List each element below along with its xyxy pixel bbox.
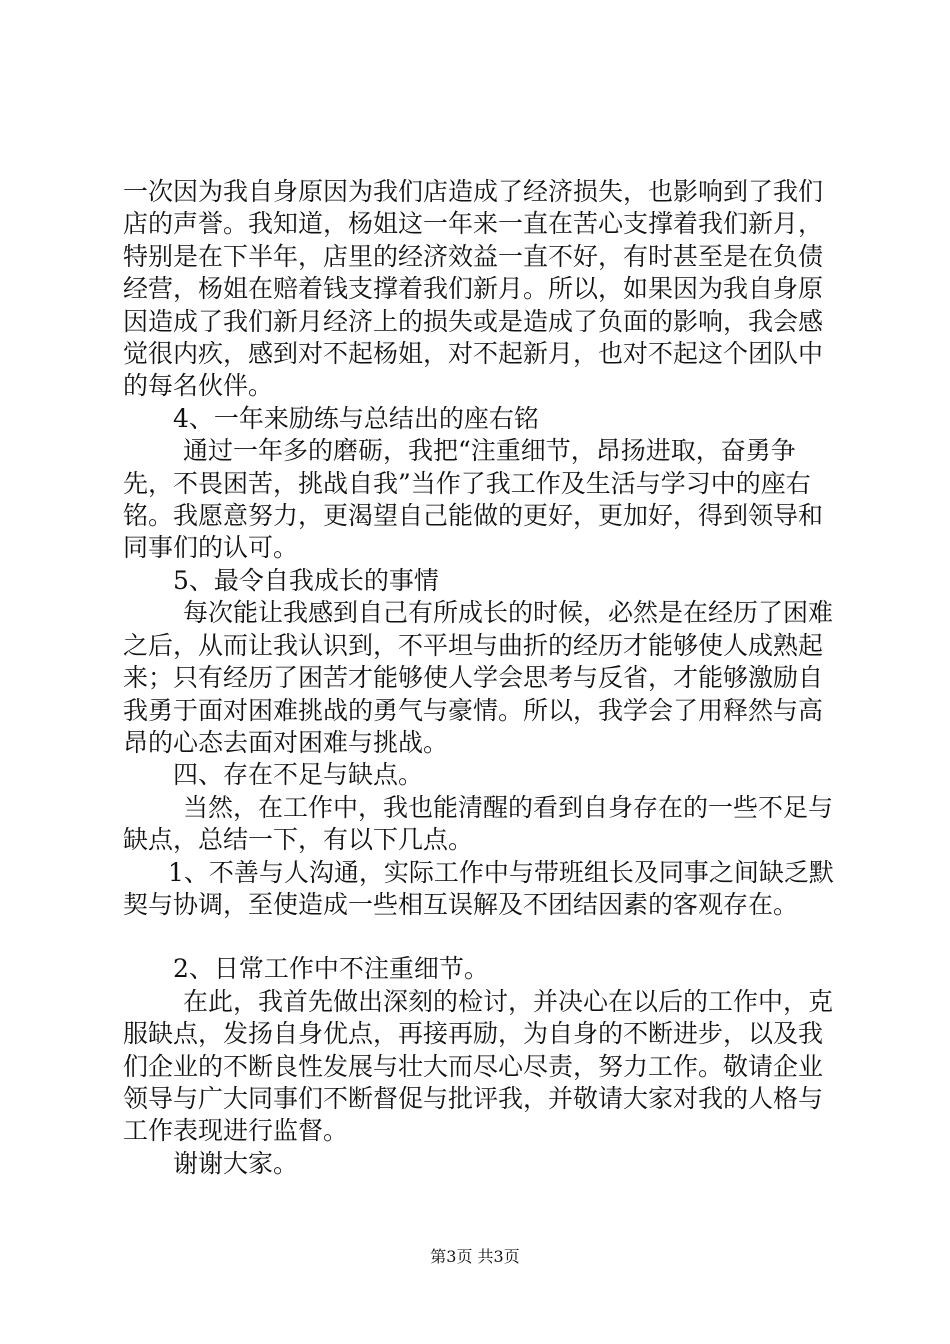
heading-shortcomings: 四、存在不足与缺点。 [173,760,424,790]
paragraph-resolution: 在此，我首先做出深刻的检讨，并决心在以后的工作中，克服缺点，发扬自身优点，再接再励，为自身的不断进步，以及我们企业的不断良性发展与壮大而尽心尽责，努力工作。敬请企业领导与广大同事们不断督促与批评我，并敬请大家对我的人格与工作表现进行监督。 [123,986,834,1146]
paragraph-shortcoming-2: 2、日常工作中不注重细节。 [173,954,489,984]
heading-growth: 5、最令自我成长的事情 [173,565,439,595]
document-body [123,176,843,1180]
paragraph-gap [123,921,843,953]
paragraph-motto: 通过一年多的磨砺，我把“注重细节，昂扬进取，奋勇争先，不畏困苦，挑战自我”当作了我工作及生活与学习中的座右铭。我愿意努力，更渴望自己能做的更好，更加好，得到领导和同事们的认可。 [123,436,824,563]
paragraph-thanks: 谢谢大家。 [173,1148,299,1178]
paragraph-shortcoming-1: 1、不善与人沟通，实际工作中与带班组长及同事之间缺乏默契与协调，至使造成一些相互误解及不团结因素的客观存在。 [123,857,834,919]
paragraph-growth: 每次能让我感到自己有所成长的时候，必然是在经历了困难之后，从而让我认识到，不平坦与曲折的经历才能够使人成熟起来；只有经历了困苦才能够使人学会思考与反省，才能够激励自我勇于面对困难挑战的勇气与豪情。所以，我学会了用释然与高昂的心态去面对困难与挑战。 [123,598,834,757]
heading-motto: 4、一年来励练与总结出的座右铭 [173,403,539,433]
paragraph-shortcomings-intro: 当然，在工作中，我也能清醒的看到自身存在的一些不足与缺点，总结一下，有以下几点。 [123,792,834,855]
page-footer: 第3页 共3页 [430,1247,520,1266]
paragraph-economic-loss: 一次因为我自身原因为我们店造成了经济损失，也影响到了我们店的声誉。我知道，杨姐这一年来一直在苦心支撑着我们新月，特别是在下半年，店里的经济效益一直不好，有时甚至是在负债经营，杨姐在赔着钱支撑着我们新月。所以，如果因为我自身原因造成了我们新月经济上的损失或是造成了负面的影响，我会感觉很内疚，感到对不起杨姐，对不起新月，也对不起这个团队中的每名伙伴。 [123,177,824,401]
